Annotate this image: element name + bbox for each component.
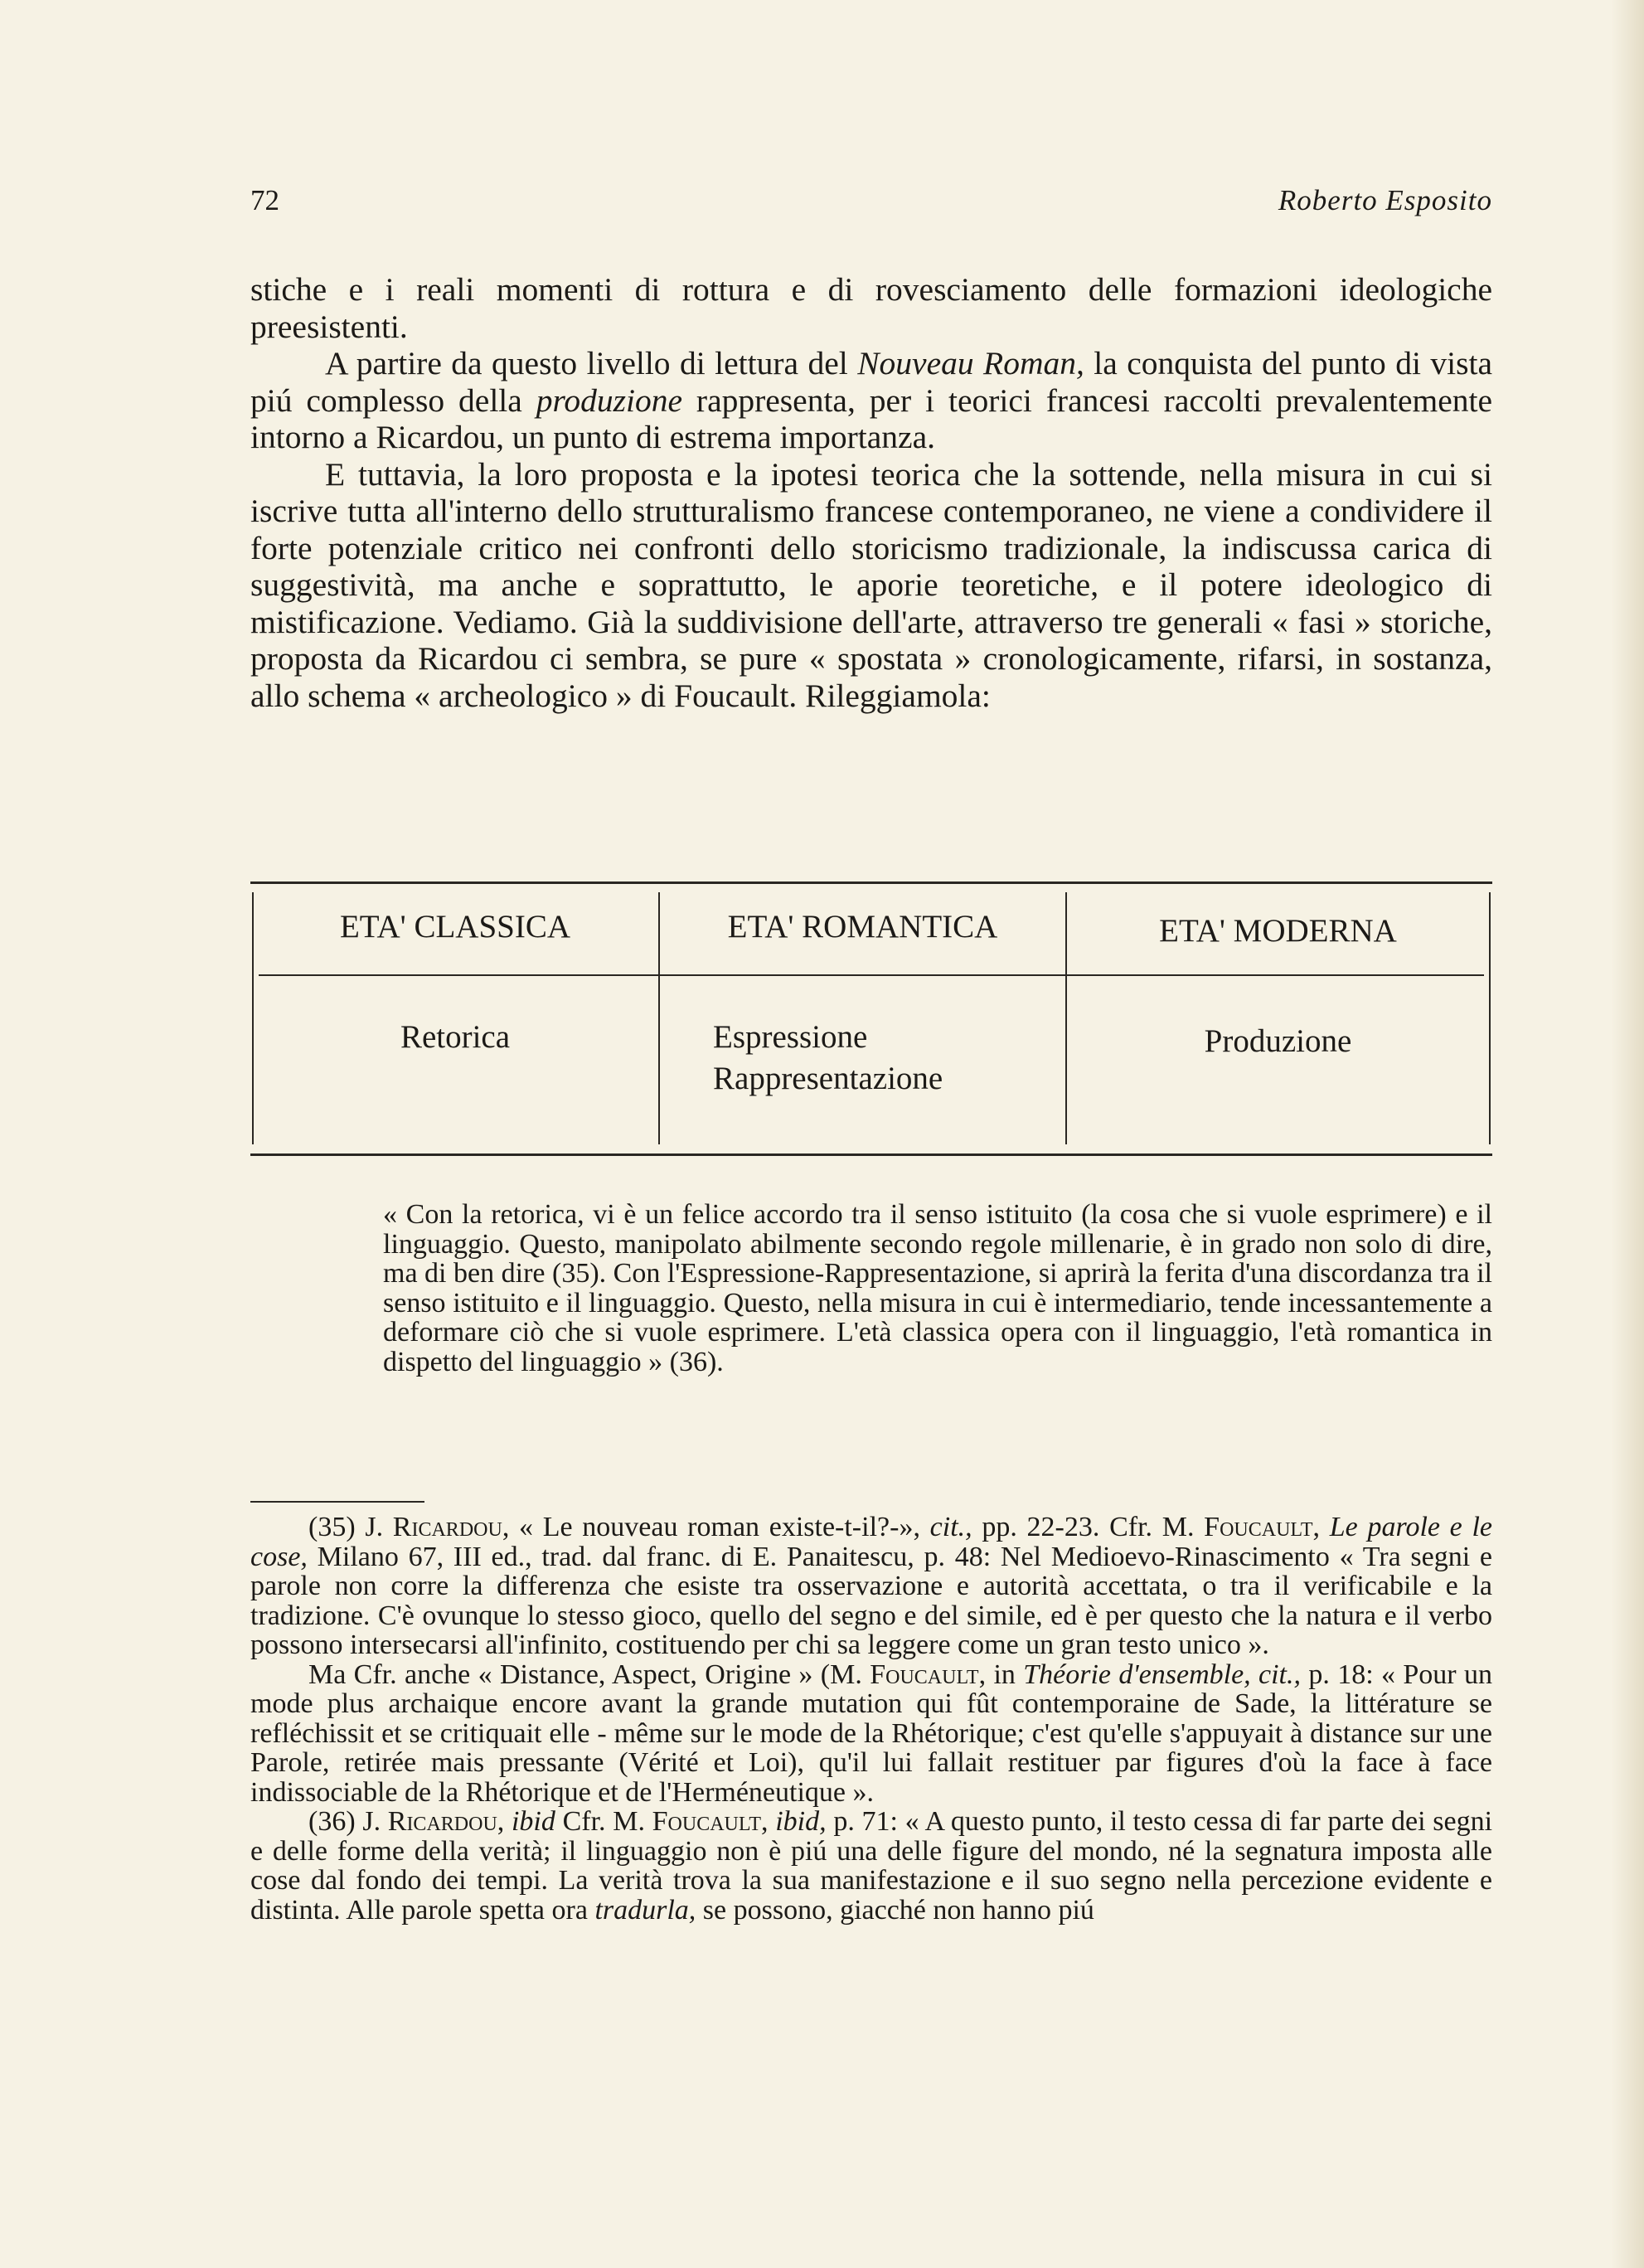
fn36-text-a: (36) J. bbox=[308, 1806, 388, 1837]
header-eta-moderna: ETA' MODERNA bbox=[1159, 913, 1397, 949]
fn36-tradurla: tradurla, bbox=[594, 1894, 696, 1926]
header-eta-classica: ETA' CLASSICA bbox=[339, 909, 570, 945]
header-eta-romantica: ETA' ROMANTICA bbox=[727, 909, 998, 945]
table-top-rule bbox=[250, 881, 1492, 884]
ricardou-quotation bbox=[383, 1200, 1492, 1377]
fn35-text-e: Milano 67, III ed., trad. dal franc. di E. Panaitescu, p. 48: Nel Medioevo-Rinascimento « Tra segni e parole non corre la differenza che esiste tra osservazione e autorità accettata, o tra il verificabile e la tradizione. C'è ovunque lo stesso gioco, quello del segno e del simile, ed è per questo che la natura e il verbo possono intersecarsi all'infinito, costituendo per chi sa leggere come un gran testo unico ». bbox=[250, 1541, 1492, 1660]
footnote-35-continued bbox=[250, 1660, 1492, 1808]
fn-ma-text-b: , in bbox=[978, 1659, 1024, 1690]
running-head-author: Roberto Esposito bbox=[1278, 184, 1492, 216]
nouveau-roman-title: Nouveau Roman, bbox=[857, 345, 1084, 381]
main-text bbox=[250, 271, 1492, 714]
fn35-text-a: (35) J. bbox=[308, 1512, 393, 1542]
three-phases-table bbox=[250, 881, 1492, 1155]
paragraph-3: E tuttavia, la loro proposta e la ipotesi teorica che la sottende, nella misura in cui si iscrive tutta all'interno dello strutturalismo francese contemporaneo, ne viene a condividere il forte potenziale critico nei confronti dello storicismo tradizionale, la indiscussa carica di suggestività, ma anche e soprattutto, le aporie teoretiche, e il potere ideologico di mistificazione. Vediamo. Già la suddivisione dell'arte, attraverso tre generali « fasi » storiche, proposta da Ricardou ci sembra, se pure « spostata » cronologicamente, rifarsi, in sostanza, allo schema « archeologico » di Foucault. Rileggiamola: bbox=[250, 455, 1492, 714]
paragraph-2 bbox=[250, 345, 1492, 456]
paragraph-2-text-c: rappresenta, per i teorici francesi raccolti prevalentemente intorno a Ricardou, un punto di estrema importanza. bbox=[250, 381, 1492, 455]
fn35-author-ricardou: Ricardou bbox=[392, 1512, 502, 1542]
footnote-35 bbox=[250, 1513, 1492, 1660]
value-retorica: Retorica bbox=[400, 1019, 511, 1055]
produzione-emphasis: produzione bbox=[536, 381, 683, 419]
fn36-text-c: Cfr. M. bbox=[555, 1806, 652, 1837]
table-header-rule bbox=[259, 974, 1484, 976]
fn35-text-c: pp. 22-23. Cfr. M. bbox=[972, 1512, 1205, 1542]
fn36-text-e: p. 71: « A questo punto, il testo cessa di far parte dei segni e delle forme della verità; il linguaggio non è piú una delle figure del mondo, né la segnatura imposta alle cose dal fondo dei tempi. La verità trova la sua manifestazione e il suo segno nella percezione evidente e distinta. Alle parole spetta ora bbox=[250, 1806, 1493, 1926]
quotation-text: « Con la retorica, vi è un felice accordo tra il senso istituito (la cosa che si vuole esprimere) e il linguaggio. Questo, manipolato abilmente secondo regole millenarie, è in grado non solo di dire, ma di ben dire (35). Con l'Espressione-Rappresentazione, si aprirà la ferita d'una discordanza tra il senso istituito e il linguaggio. Questo, nella misura in cui è intermediario, tende incessantemente a deformare ciò che si vuole esprimere. L'età classica opera con il linguaggio, l'età romantica in dispetto del linguaggio » (36). bbox=[383, 1199, 1492, 1377]
fn36-text-d: , bbox=[761, 1806, 776, 1837]
fn-ma-text-c: p. 18: « Pour un mode plus archaique encore avant la grande mutation qui fût contemporaine de Sade, la littérature se refléchissit et se critiquait elle - même sur le mode de la Rhétorique; c'est qu'elle s'appuyait à distance sur une Parole, retirée mais pressante (Vérité et Loi), qu'il lui fallait restituer par figures d'où la face à face indissociable de la Rhétorique et de l'Herméneutique ». bbox=[250, 1659, 1492, 1808]
table-bottom-rule bbox=[250, 1153, 1492, 1156]
fn-ma-author-foucault: Foucault bbox=[870, 1659, 979, 1690]
page-edge-shadow bbox=[1611, 0, 1644, 2268]
fn35-text-b: , « Le nouveau roman existe-t-il?-», bbox=[502, 1512, 930, 1542]
fn-ma-book-title: Théorie d'ensemble, cit., bbox=[1023, 1659, 1301, 1690]
paragraph-1: stiche e i reali momenti di rottura e di rovesciamento delle formazioni ideologiche preesistenti. bbox=[250, 271, 1492, 345]
fn35-book-title: Le parole e le cose, bbox=[250, 1512, 1493, 1572]
value-espressione: Espressione bbox=[713, 1019, 868, 1055]
fn36-text-b: , bbox=[497, 1806, 512, 1837]
fn36-ibid-2: ibid, bbox=[775, 1806, 827, 1837]
page-number: 72 bbox=[250, 184, 279, 216]
footnote-separator bbox=[250, 1501, 424, 1503]
fn36-ibid-1: ibid bbox=[511, 1806, 555, 1837]
paragraph-2-text-b: la conquista del punto di vista piú complesso della bbox=[250, 345, 1492, 419]
fn35-text-d: , bbox=[1312, 1512, 1330, 1542]
fn35-author-foucault: Foucault bbox=[1204, 1512, 1313, 1542]
value-rappresentazione: Rappresentazione bbox=[713, 1061, 943, 1096]
paragraph-2-text-a: A partire da questo livello di lettura del bbox=[325, 345, 858, 381]
table-right-border bbox=[1489, 892, 1491, 1144]
fn36-text-f: se possono, giacché non hanno piú bbox=[696, 1894, 1094, 1926]
value-produzione: Produzione bbox=[1204, 1023, 1352, 1059]
footnotes bbox=[250, 1513, 1492, 1925]
fn36-author-foucault: Foucault bbox=[652, 1806, 762, 1837]
fn-ma-text-a: Ma Cfr. anche « Distance, Aspect, Origine » (M. bbox=[308, 1659, 870, 1690]
fn36-author-ricardou: Ricardou bbox=[387, 1806, 497, 1837]
fn35-cit: cit., bbox=[929, 1512, 972, 1542]
footnote-36 bbox=[250, 1807, 1492, 1925]
